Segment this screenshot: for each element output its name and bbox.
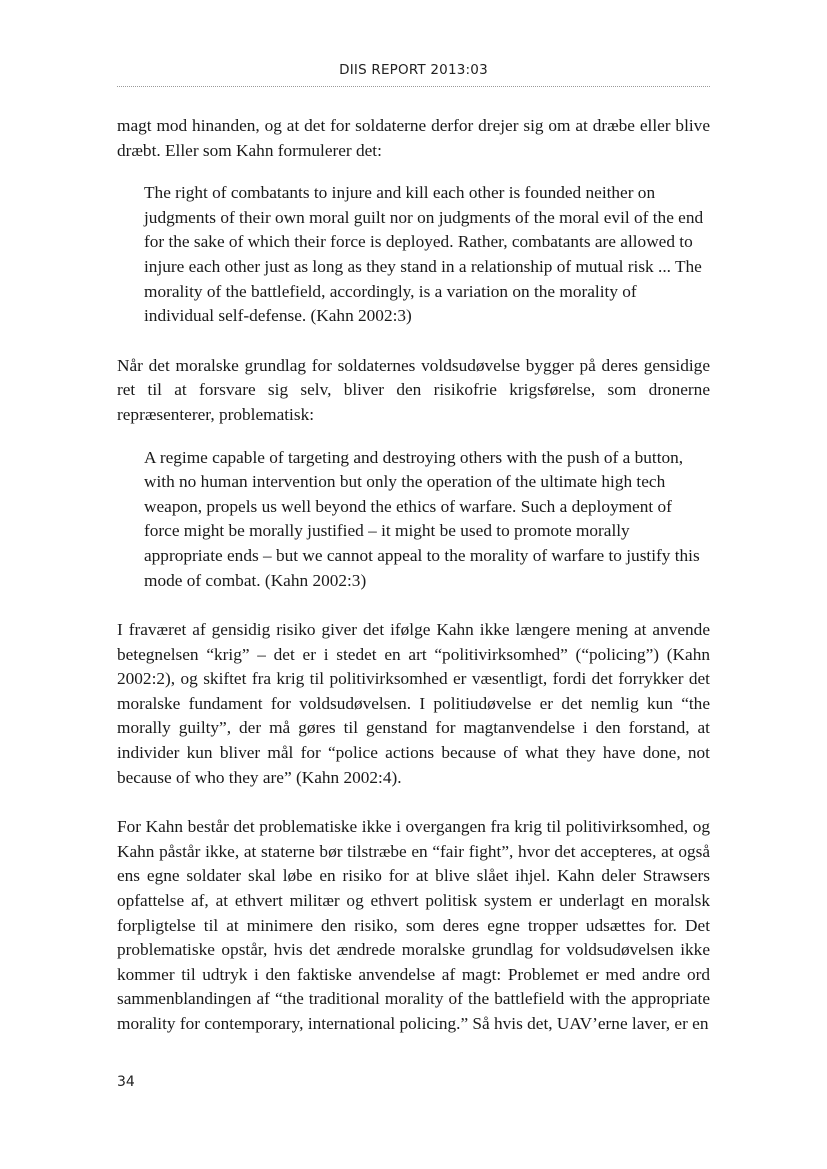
- block-quote: The right of combatants to injure and kill each other is founded neither on judgments of their own moral guilt nor on judgments of the moral evil of the end for the sake of which their force is deployed. Rather, combatants are allowed to injure each other just as long as they stand in a relationship of mutual risk ... The morality of the battlefield, accordingly, is a variation on the morality of individual self-defense. (Kahn 2002:3): [144, 183, 704, 326]
- block-quote: A regime capable of targeting and destroying others with the push of a button, with no human intervention but only the operation of the ultimate high tech weapon, propels us well beyond the ethics of warfare. Such a deployment of force might be morally justified – it might be used to promote morally appropriate ends – but we cannot appeal to the morality of warfare to justify this mode of combat. (Kahn 2002:3): [144, 447, 700, 590]
- running-header: [117, 62, 710, 87]
- body-paragraph: For Kahn består det problematiske ikke i overgangen fra krig til politivirksomhed, og Kahn påstår ikke, at staterne bør tilstræbe en “fair fight”, hvor det accepteres, at også ens egne soldater skal løbe en risiko for at blive slået ihjel. Kahn deler Strawsers opfattelse af, at ethvert militær og ethvert politisk system er underlagt en moralsk forpligtelse til at minimere den risiko, som deres egne tropper udsættes for. Det problematiske opstår, hvis det ændrede moralske grundlag for voldsudøvelsen ikke kommer til udtryk i den faktiske anvendelse af magt: Problemet er med andre ord sammenblandingen af “the traditional morality of the battlefield with the appropriate morality for contemporary, international policing.” Så hvis det, UAV’erne laver, er en: [117, 817, 710, 1033]
- page-number: 34: [117, 1074, 135, 1090]
- report-title: DIIS REPORT 2013:03: [339, 62, 488, 78]
- page-body: [117, 114, 710, 1037]
- body-paragraph: Når det moralske grundlag for soldaternes voldsudøvelse bygger på deres gensidige ret til at forsvare sig selv, bliver den risikofrie krigsførelse, som dronerne repræsenterer, problematisk:: [117, 355, 710, 424]
- body-paragraph: I fraværet af gensidig risiko giver det ifølge Kahn ikke længere mening at anvende betegnelsen “krig” – det er i stedet en art “politivirksomhed” (“policing”) (Kahn 2002:2), og skiftet fra krig til politivirksomhed er væsentligt, fordi det forrykker det moralske fundament for voldsudøvelsen. I politiudøvelse er det nemlig kun “the morally guilty”, der må gøres til genstand for magtanvendelse i den forstand, at individer kun bliver mål for “police actions because of what they have done, not because of who they are” (Kahn 2002:4).: [117, 620, 710, 787]
- body-paragraph: magt mod hinanden, og at det for soldaterne derfor drejer sig om at dræbe eller blive dræbt. Eller som Kahn formulerer det:: [117, 116, 710, 160]
